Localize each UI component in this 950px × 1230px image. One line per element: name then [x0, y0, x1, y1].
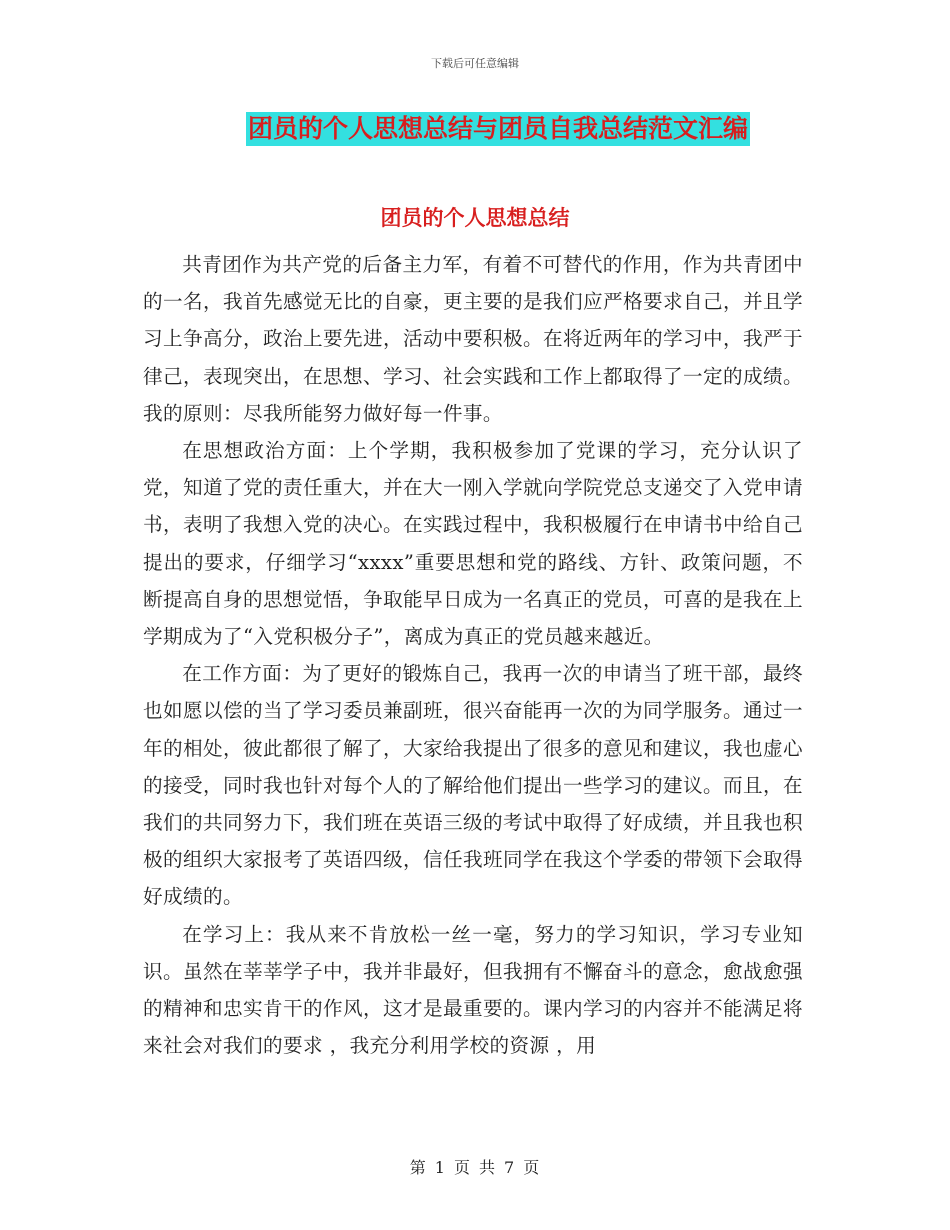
footer-current-page: 1: [434, 1158, 446, 1177]
paragraph-political: 在思想政治方面：上个学期，我积极参加了党课的学习，充分认识了党，知道了党的责任重大，并在大一刚入学就向学院党总支递交了入党申请书，表明了我想入党的决心。在实践过程中，我积极履行在申请书中给自己提出的要求，仔细学习“xxxx”重要思想和党的路线、方针、政策问题，不断提高自身的思想觉悟，争取能早日成为一名真正的党员，可喜的是我在上学期成为了“入党积极分子”，离成为真正的党员越来越近。: [143, 439, 803, 649]
footer-total-pages: 7: [504, 1158, 516, 1177]
footer-label-ye2: 页: [523, 1158, 541, 1177]
page-footer: [0, 1155, 950, 1178]
document-body: [143, 246, 803, 1064]
header-note: 下载后可任意编辑: [431, 57, 519, 70]
footer-label-di: 第: [409, 1158, 427, 1177]
document-title-container: [0, 112, 950, 146]
section-title: 团员的个人思想总结: [380, 206, 570, 230]
footer-label-gong: 共: [479, 1158, 497, 1177]
document-title: 团员的个人思想总结与团员自我总结范文汇编: [246, 112, 750, 146]
paragraph-intro: 共青团作为共产党的后备主力军，有着不可替代的作用，作为共青团中的一名，我首先感觉无比的自豪，更主要的是我们应严格要求自己，并且学习上争高分，政治上要先进，活动中要积极。在将近两年的学习中，我严于律己，表现突出，在思想、学习、社会实践和工作上都取得了一定的成绩。我的原则：尽我所能努力做好每一件事。: [143, 253, 803, 425]
paragraph-study: 在学习上：我从来不肯放松一丝一毫，努力的学习知识，学习专业知识。虽然在莘莘学子中，我并非最好，但我拥有不懈奋斗的意念，愈战愈强的精神和忠实肯干的作风，这才是最重要的。课内学习的内容并不能满足将来社会对我们的要求 ，我充分利用学校的资源 ，用: [143, 922, 803, 1058]
footer-label-ye: 页: [453, 1158, 471, 1177]
paragraph-work: 在工作方面：为了更好的锻炼自己，我再一次的申请当了班干部，最终也如愿以偿的当了学习委员兼副班，很兴奋能再一次的为同学服务。通过一年的相处，彼此都很了解了，大家给我提出了很多的意见和建议，我也虚心的接受，同时我也针对每个人的了解给他们提出一些学习的建议。而且，在我们的共同努力下，我们班在英语三级的考试中取得了好成绩，并且我也积极的组织大家报考了英语四级，信任我班同学在我这个学委的带领下会取得好成绩的。: [143, 662, 803, 909]
